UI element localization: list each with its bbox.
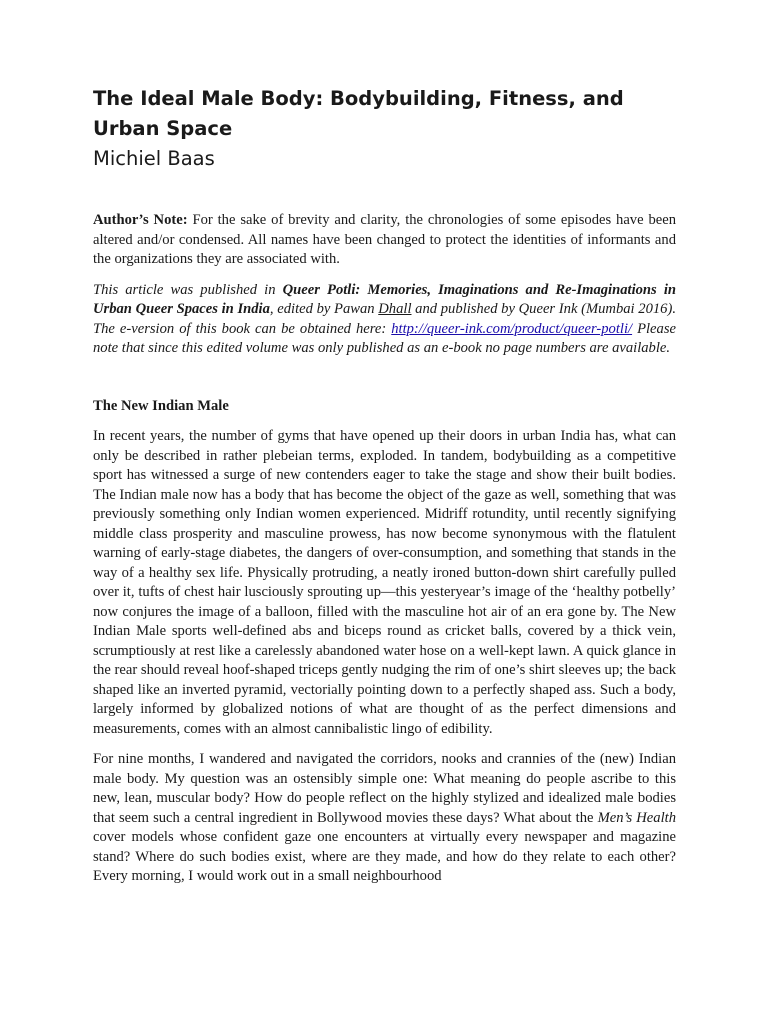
- document-page: [93, 84, 676, 887]
- paragraph-2-start: For nine months, I wandered and navigated the corridors, nooks and crannies of the (new) Indian male body. My question was an ostensibly simple one: What meaning do people ascribe to this new, lean, muscular body? How do people reflect on the highly stylized and idealized male bodies that seem such a central ingredient in Bollywood movies these days? What about the: [93, 751, 676, 826]
- document-author: Michiel Baas: [93, 147, 215, 170]
- pub-book-title: Queer Potli: Memories, Imaginations and Re-Imaginations in Urban Queer Spaces in India: [93, 281, 677, 317]
- section-heading: The New Indian Male: [93, 397, 229, 414]
- book-link[interactable]: http://queer-ink.com/product/queer-potli/: [391, 320, 633, 337]
- paragraph-2-end: cover models whose confident gaze one encounters at virtually every newspaper and magazine stand? Where do such bodies exist, where are they made, and how do they relate to each other? Every morning, I would work out in a small neighbourhood: [93, 829, 676, 884]
- authors-note-text: For the sake of brevity and clarity, the chronologies of some episodes have been altered and/or condensed. All names have been changed to protect the identities of informants and the organizations they are associated with.: [93, 212, 676, 267]
- paragraph-2: [93, 750, 676, 887]
- pub-edited: , edited by Pawan: [269, 301, 379, 317]
- magazine-title: Men’s Health: [597, 809, 676, 826]
- authors-note-label: Author’s Note:: [93, 212, 188, 228]
- paragraph-1: In recent years, the number of gyms that have opened up their doors in urban India has, what can only be described in rather plebeian terms, exploded. In tandem, bodybuilding as a competitive sport has witnessed a surge of new contenders eager to take the stage and show their built bodies. The Indian male now has a body that has become the object of the gaze as well, something that was previously something only Indian women experienced. Midriff rotundity, until recently signifying middle class prosperity and masculine prowess, has now become synonymous with the flatulent warning of early-stage diabetes, the dangers of over-consumption, and something that stands in the way of a healthy sex life. Physically protruding, a neatly ironed button-down shirt carefully pulled over it, tufts of chest hair lusciously sprouting up—this yesteryear’s image of the ‘healthy potbelly’ now conjures the image of a balloon, filled with the masculine hot air of an era gone by. The New Indian Male sports well-defined abs and biceps round as cricket balls, covered by a thick vein, scrumptiously at rest like a carelessly abandoned water hose on a well-kept lawn. A quick glance in the rear should reveal hoof-shaped triceps gently nudging the rim of one’s shirt sleeves up; the back shaped like an inverted pyramid, vectorially pointing down to a perfectly shaped ass. Such a body, largely informed by globalized notions of what are thought of as the perfect dimensions and measurements, comes with an almost cannibalistic lingo of edibility.: [93, 428, 676, 737]
- pub-editor: Dhall: [378, 301, 412, 317]
- pub-intro: This article was published in: [93, 281, 283, 298]
- publication-note: [93, 281, 676, 359]
- authors-note: [93, 211, 676, 270]
- pub-end: Please note that since this edited volume was only published as an e-book no page numbers are available.: [93, 320, 676, 356]
- pub-rest: and published by Queer Ink (Mumbai 2016). The e-version of this book can be obtained here:: [93, 301, 676, 337]
- document-title: The Ideal Male Body: Bodybuilding, Fitness, and Urban Space: [93, 87, 624, 140]
